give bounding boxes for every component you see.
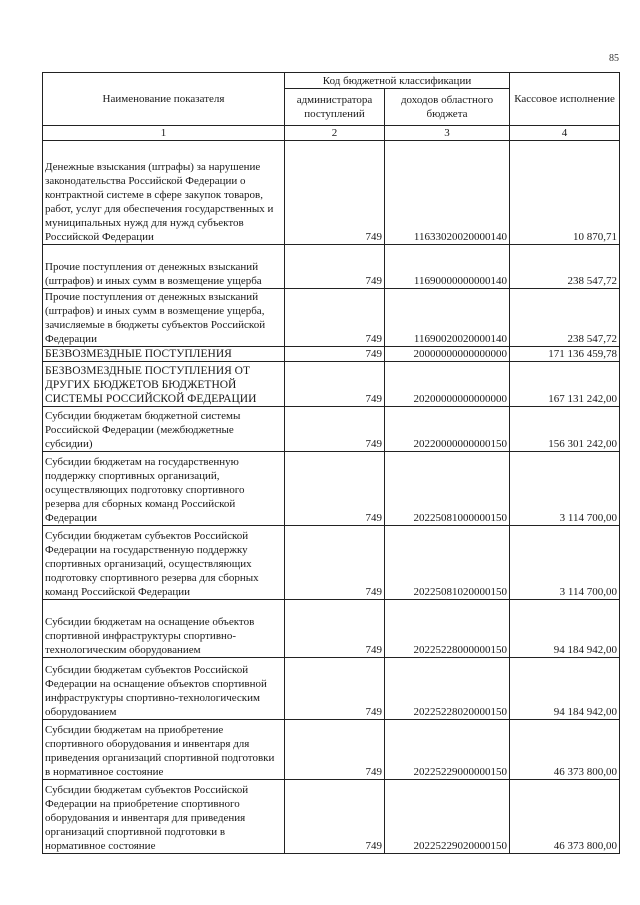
row-code: 20225228000000150 bbox=[385, 600, 510, 658]
row-name: Прочие поступления от денежных взысканий (штрафов) и иных сумм в возмещение ущерба bbox=[43, 245, 285, 289]
row-admin: 749 bbox=[285, 600, 385, 658]
row-name: Субсидии бюджетам субъектов Российской Федерации на оснащение объектов спортивной инфраструктуры спортивно-технологическим оборудованием bbox=[43, 658, 285, 720]
row-name: Субсидии бюджетам субъектов Российской Федерации на государственную поддержку спортивных организаций, осуществляющих подготовку спортивного резерва для сборных команд Российской Федерации bbox=[43, 526, 285, 600]
row-code: 20225229020000150 bbox=[385, 780, 510, 854]
row-amount: 94 184 942,00 bbox=[510, 658, 620, 720]
row-code: 20225229000000150 bbox=[385, 720, 510, 780]
table-row bbox=[43, 452, 620, 526]
row-code: 11633020020000140 bbox=[385, 141, 510, 245]
row-admin: 749 bbox=[285, 720, 385, 780]
table-row bbox=[43, 526, 620, 600]
row-amount: 171 136 459,78 bbox=[510, 347, 620, 362]
row-code: 20220000000000150 bbox=[385, 407, 510, 452]
row-name: Денежные взыскания (штрафы) за нарушение законодательства Российской Федерации о контрактной системе в сфере закупок товаров, работ, услуг для обеспечения государственных и муниципальных нужд для нужд субъектов Российской Федерации bbox=[43, 141, 285, 245]
row-admin: 749 bbox=[285, 780, 385, 854]
row-name: Субсидии бюджетам на оснащение объектов спортивной инфраструктуры спортивно-технологическим оборудованием bbox=[43, 600, 285, 658]
column-number-1: 1 bbox=[43, 126, 285, 141]
row-amount: 3 114 700,00 bbox=[510, 526, 620, 600]
table-row bbox=[43, 141, 620, 245]
row-code: 20225228020000150 bbox=[385, 658, 510, 720]
row-amount: 3 114 700,00 bbox=[510, 452, 620, 526]
header-classification: Код бюджетной классификации bbox=[285, 73, 510, 89]
row-amount: 94 184 942,00 bbox=[510, 600, 620, 658]
row-name: БЕЗВОЗМЕЗДНЫЕ ПОСТУПЛЕНИЯ ОТ ДРУГИХ БЮДЖЕТОВ БЮДЖЕТНОЙ СИСТЕМЫ РОССИЙСКОЙ ФЕДЕРАЦИИ bbox=[43, 362, 285, 407]
table-row bbox=[43, 720, 620, 780]
row-code: 20225081020000150 bbox=[385, 526, 510, 600]
row-amount: 156 301 242,00 bbox=[510, 407, 620, 452]
header-name: Наименование показателя bbox=[43, 73, 285, 126]
page-number: 85 bbox=[609, 53, 619, 64]
row-code: 20225081000000150 bbox=[385, 452, 510, 526]
table-row bbox=[43, 347, 620, 362]
header-admin: администратора поступлений bbox=[285, 89, 385, 126]
row-admin: 749 bbox=[285, 141, 385, 245]
row-admin: 749 bbox=[285, 347, 385, 362]
row-admin: 749 bbox=[285, 452, 385, 526]
column-number-3: 3 bbox=[385, 126, 510, 141]
row-amount: 10 870,71 bbox=[510, 141, 620, 245]
row-amount: 46 373 800,00 bbox=[510, 720, 620, 780]
table-row bbox=[43, 362, 620, 407]
budget-table bbox=[42, 72, 620, 854]
row-code: 11690000000000140 bbox=[385, 245, 510, 289]
table-row bbox=[43, 245, 620, 289]
row-code: 11690020020000140 bbox=[385, 289, 510, 347]
column-number-2: 2 bbox=[285, 126, 385, 141]
row-amount: 46 373 800,00 bbox=[510, 780, 620, 854]
row-name: Субсидии бюджетам бюджетной системы Российской Федерации (межбюджетные субсидии) bbox=[43, 407, 285, 452]
row-admin: 749 bbox=[285, 526, 385, 600]
row-admin: 749 bbox=[285, 245, 385, 289]
row-admin: 749 bbox=[285, 658, 385, 720]
table-row bbox=[43, 407, 620, 452]
table-row bbox=[43, 780, 620, 854]
row-amount: 238 547,72 bbox=[510, 245, 620, 289]
row-code: 20000000000000000 bbox=[385, 347, 510, 362]
row-admin: 749 bbox=[285, 289, 385, 347]
row-name: Прочие поступления от денежных взысканий (штрафов) и иных сумм в возмещение ущерба, зачисляемые в бюджеты субъектов Российской Федерации bbox=[43, 289, 285, 347]
row-name: Субсидии бюджетам на государственную поддержку спортивных организаций, осуществляющих подготовку спортивного резерва для сборных команд Российской Федерации bbox=[43, 452, 285, 526]
row-code: 20200000000000000 bbox=[385, 362, 510, 407]
row-amount: 167 131 242,00 bbox=[510, 362, 620, 407]
row-name: БЕЗВОЗМЕЗДНЫЕ ПОСТУПЛЕНИЯ bbox=[43, 347, 285, 362]
table-row bbox=[43, 289, 620, 347]
row-amount: 238 547,72 bbox=[510, 289, 620, 347]
header-amount: Кассовое исполнение bbox=[510, 73, 620, 126]
column-number-4: 4 bbox=[510, 126, 620, 141]
table-row bbox=[43, 658, 620, 720]
row-admin: 749 bbox=[285, 362, 385, 407]
row-name: Субсидии бюджетам на приобретение спортивного оборудования и инвентаря для приведения организаций спортивной подготовки в нормативное состояние bbox=[43, 720, 285, 780]
row-admin: 749 bbox=[285, 407, 385, 452]
table-row bbox=[43, 600, 620, 658]
header-income: доходов областного бюджета bbox=[385, 89, 510, 126]
row-name: Субсидии бюджетам субъектов Российской Федерации на приобретение спортивного оборудования и инвентаря для приведения организаций спортивной подготовки в нормативное состояние bbox=[43, 780, 285, 854]
